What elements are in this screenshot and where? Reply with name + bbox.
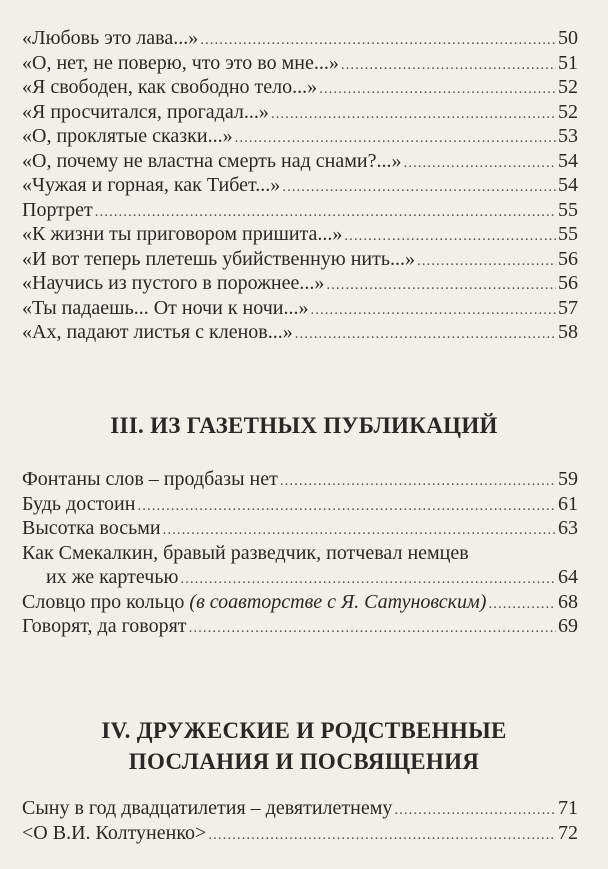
entry-title: «К жизни ты приговором пришита...» <box>22 223 343 245</box>
entry-title: «О, почему не властна смерть над снами?...» <box>22 149 402 172</box>
page-number: 58 <box>558 321 578 343</box>
entry-title: «Любовь это лава...» <box>22 27 199 49</box>
dot-leader <box>280 469 556 494</box>
entry-title: «Научись из пустого в порожнее...» <box>22 272 325 294</box>
page-number: 50 <box>558 27 578 49</box>
dot-leader <box>163 518 556 543</box>
page-number: 54 <box>558 149 578 172</box>
toc-entry <box>22 467 578 492</box>
page-number: 71 <box>558 797 578 819</box>
dot-leader <box>282 175 556 200</box>
toc-entry <box>22 173 578 198</box>
dot-leader <box>271 102 556 127</box>
toc-entry <box>22 320 578 345</box>
toc-entry <box>22 26 578 51</box>
entry-title: «Ты падаешь... От ночи к ночи...» <box>22 296 309 319</box>
entry-title: «Я свободен, как свободно тело...» <box>22 76 318 98</box>
toc-entry <box>22 100 578 125</box>
dot-leader <box>310 298 556 323</box>
dot-leader <box>95 200 556 225</box>
page-number: 52 <box>558 100 578 123</box>
entry-title: Будь достоин <box>22 492 136 515</box>
toc-list-section-2 <box>22 26 578 345</box>
dot-leader <box>319 77 556 102</box>
toc-entry <box>22 565 578 590</box>
entry-title: «И вот теперь плетешь убийственную нить...» <box>22 247 415 270</box>
entry-title: Фонтаны слов – продбазы нет <box>22 468 278 490</box>
page-number: 68 <box>558 590 578 613</box>
dot-leader <box>189 616 556 641</box>
section-heading <box>0 715 608 777</box>
entry-title: «Я просчитался, прогадал...» <box>22 100 269 123</box>
dot-leader <box>180 567 556 592</box>
toc-entry <box>22 198 578 223</box>
entry-title: «Ах, падают листья с кленов...» <box>22 321 293 343</box>
toc-entry <box>22 821 578 846</box>
toc-entry <box>22 296 578 321</box>
dot-leader <box>394 798 556 823</box>
toc-list-section-3 <box>22 467 578 639</box>
dot-leader <box>137 494 556 519</box>
page-number: 59 <box>558 468 578 490</box>
toc-entry <box>22 124 578 149</box>
page-number: 55 <box>558 223 578 245</box>
toc-entry <box>22 247 578 272</box>
page-number: 51 <box>558 51 578 74</box>
dot-leader <box>488 592 556 617</box>
entry-title: «О, проклятые сказки...» <box>22 125 233 147</box>
page-number: 63 <box>558 517 578 539</box>
page-number: 56 <box>558 247 578 270</box>
page-number: 64 <box>558 566 578 588</box>
dot-leader <box>200 28 556 53</box>
entry-title-line-2: их же картечью <box>46 566 179 588</box>
dot-leader <box>341 53 556 78</box>
page-number: 57 <box>558 296 578 319</box>
toc-entry <box>22 149 578 174</box>
page-number: 56 <box>558 272 578 294</box>
dot-leader <box>404 151 557 176</box>
toc-entry <box>22 75 578 100</box>
dot-leader <box>295 322 556 347</box>
page-number: 53 <box>558 125 578 147</box>
entry-title: Говорят, да говорят <box>22 615 187 637</box>
section-heading-line-2: ПОСЛАНИЯ И ПОСВЯЩЕНИЯ <box>128 749 480 774</box>
entry-coauthor-note: (в соавторстве с Я. Сатуновским) <box>189 590 487 613</box>
page-number: 69 <box>558 615 578 637</box>
entry-title: «О, нет, не поверю, что это во мне...» <box>22 51 339 74</box>
entry-title: <О В.И. Колтуненко> <box>22 821 207 844</box>
toc-entry <box>22 51 578 76</box>
toc-entry <box>22 492 578 517</box>
page-number: 61 <box>558 492 578 515</box>
entry-title: Сыну в год двадцатилетия – девятилетнему <box>22 797 393 819</box>
entry-title <box>22 590 486 615</box>
section-heading-line-1: IV. ДРУЖЕСКИЕ И РОДСТВЕННЫЕ <box>101 718 507 743</box>
entry-title-line-1: Как Смекалкин, бравый разведчик, потчевал немцев <box>22 541 469 564</box>
toc-entry <box>22 222 578 247</box>
section-heading: III. ИЗ ГАЗЕТНЫХ ПУБЛИКАЦИЙ <box>110 413 498 438</box>
page-number: 52 <box>558 76 578 98</box>
toc-entry <box>22 271 578 296</box>
page-number: 54 <box>558 174 578 196</box>
entry-title: Портрет <box>22 198 93 221</box>
toc-entry <box>22 796 578 821</box>
toc-entry <box>22 590 578 615</box>
page-number: 55 <box>558 198 578 221</box>
dot-leader <box>235 126 556 151</box>
toc-entry <box>22 516 578 541</box>
entry-title: Высотка восьми <box>22 517 161 539</box>
dot-leader <box>417 249 556 274</box>
toc-list-section-4 <box>22 796 578 845</box>
dot-leader <box>326 273 556 298</box>
dot-leader <box>208 823 556 848</box>
dot-leader <box>344 224 556 249</box>
toc-entry <box>22 614 578 639</box>
page-number: 72 <box>558 821 578 844</box>
entry-title-text: Словцо про кольцо <box>22 590 190 613</box>
entry-title: «Чужая и горная, как Тибет...» <box>22 174 281 196</box>
